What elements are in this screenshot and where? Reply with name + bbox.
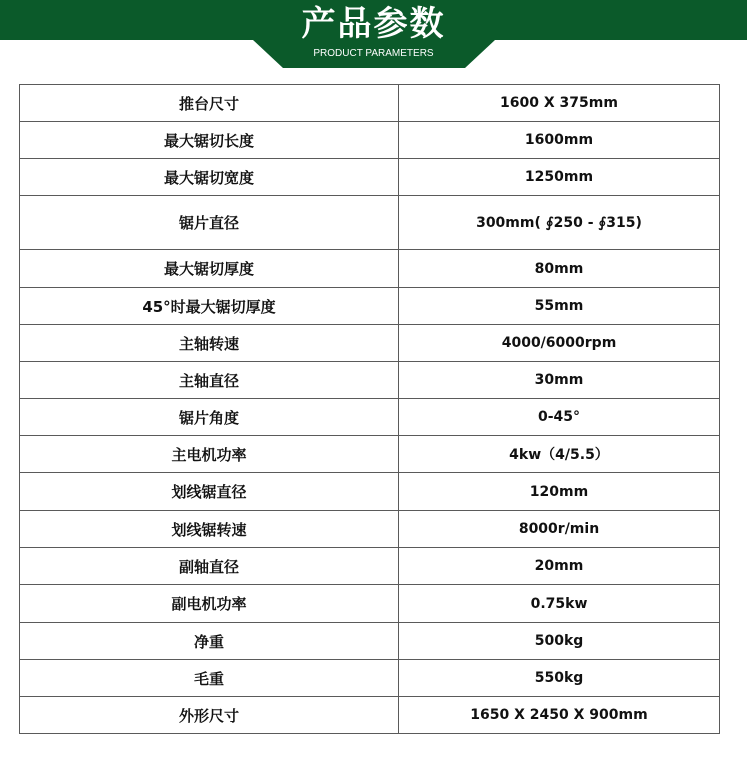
table-row [20,362,720,399]
parameter-label: 外形尺寸 [20,697,399,734]
page-subtitle: PRODUCT PARAMETERS [313,48,434,59]
table-row [20,122,720,159]
parameter-label: 毛重 [20,660,399,697]
table-row [20,436,720,473]
parameter-value: 1600 X 375mm [399,85,720,122]
parameter-value: 20mm [399,548,720,585]
parameter-value: 4kw（4/5.5） [399,436,720,473]
table-row [20,660,720,697]
table-row [20,585,720,623]
table-row [20,85,720,122]
parameter-label: 副电机功率 [20,585,399,623]
parameter-label: 划线锯转速 [20,511,399,548]
parameter-value: 500kg [399,623,720,660]
parameter-value: 55mm [399,288,720,325]
parameter-value: 120mm [399,473,720,511]
table-row [20,548,720,585]
table-row [20,623,720,660]
parameter-value: 30mm [399,362,720,399]
table-row [20,196,720,250]
parameter-value: 8000r/min [399,511,720,548]
parameter-value: 550kg [399,660,720,697]
parameter-value: 300mm( ∮250 - ∮315) [399,196,720,250]
parameter-label: 主电机功率 [20,436,399,473]
parameter-value: 0.75kw [399,585,720,623]
table-row [20,473,720,511]
parameters-table-body [20,85,720,734]
parameter-label: 锯片角度 [20,399,399,436]
parameter-label: 最大锯切宽度 [20,159,399,196]
parameter-value: 0-45° [399,399,720,436]
parameter-label: 最大锯切长度 [20,122,399,159]
parameter-value: 1650 X 2450 X 900mm [399,697,720,734]
table-row [20,288,720,325]
parameter-label: 划线锯直径 [20,473,399,511]
parameter-label: 副轴直径 [20,548,399,585]
table-row [20,399,720,436]
parameter-label: 主轴直径 [20,362,399,399]
table-row [20,511,720,548]
parameter-label: 主轴转速 [20,325,399,362]
parameter-value: 1600mm [399,122,720,159]
parameter-label: 净重 [20,623,399,660]
parameter-label: 最大锯切厚度 [20,250,399,288]
header-banner [0,0,747,70]
parameter-label: 45°时最大锯切厚度 [20,288,399,325]
parameter-label: 推台尺寸 [20,85,399,122]
table-row [20,250,720,288]
table-row [20,159,720,196]
parameter-label: 锯片直径 [20,196,399,250]
table-row [20,697,720,734]
parameter-value: 4000/6000rpm [399,325,720,362]
parameters-table [19,84,720,734]
table-row [20,325,720,362]
parameter-value: 80mm [399,250,720,288]
page-title: 产品参数 [301,4,446,44]
parameter-value: 1250mm [399,159,720,196]
